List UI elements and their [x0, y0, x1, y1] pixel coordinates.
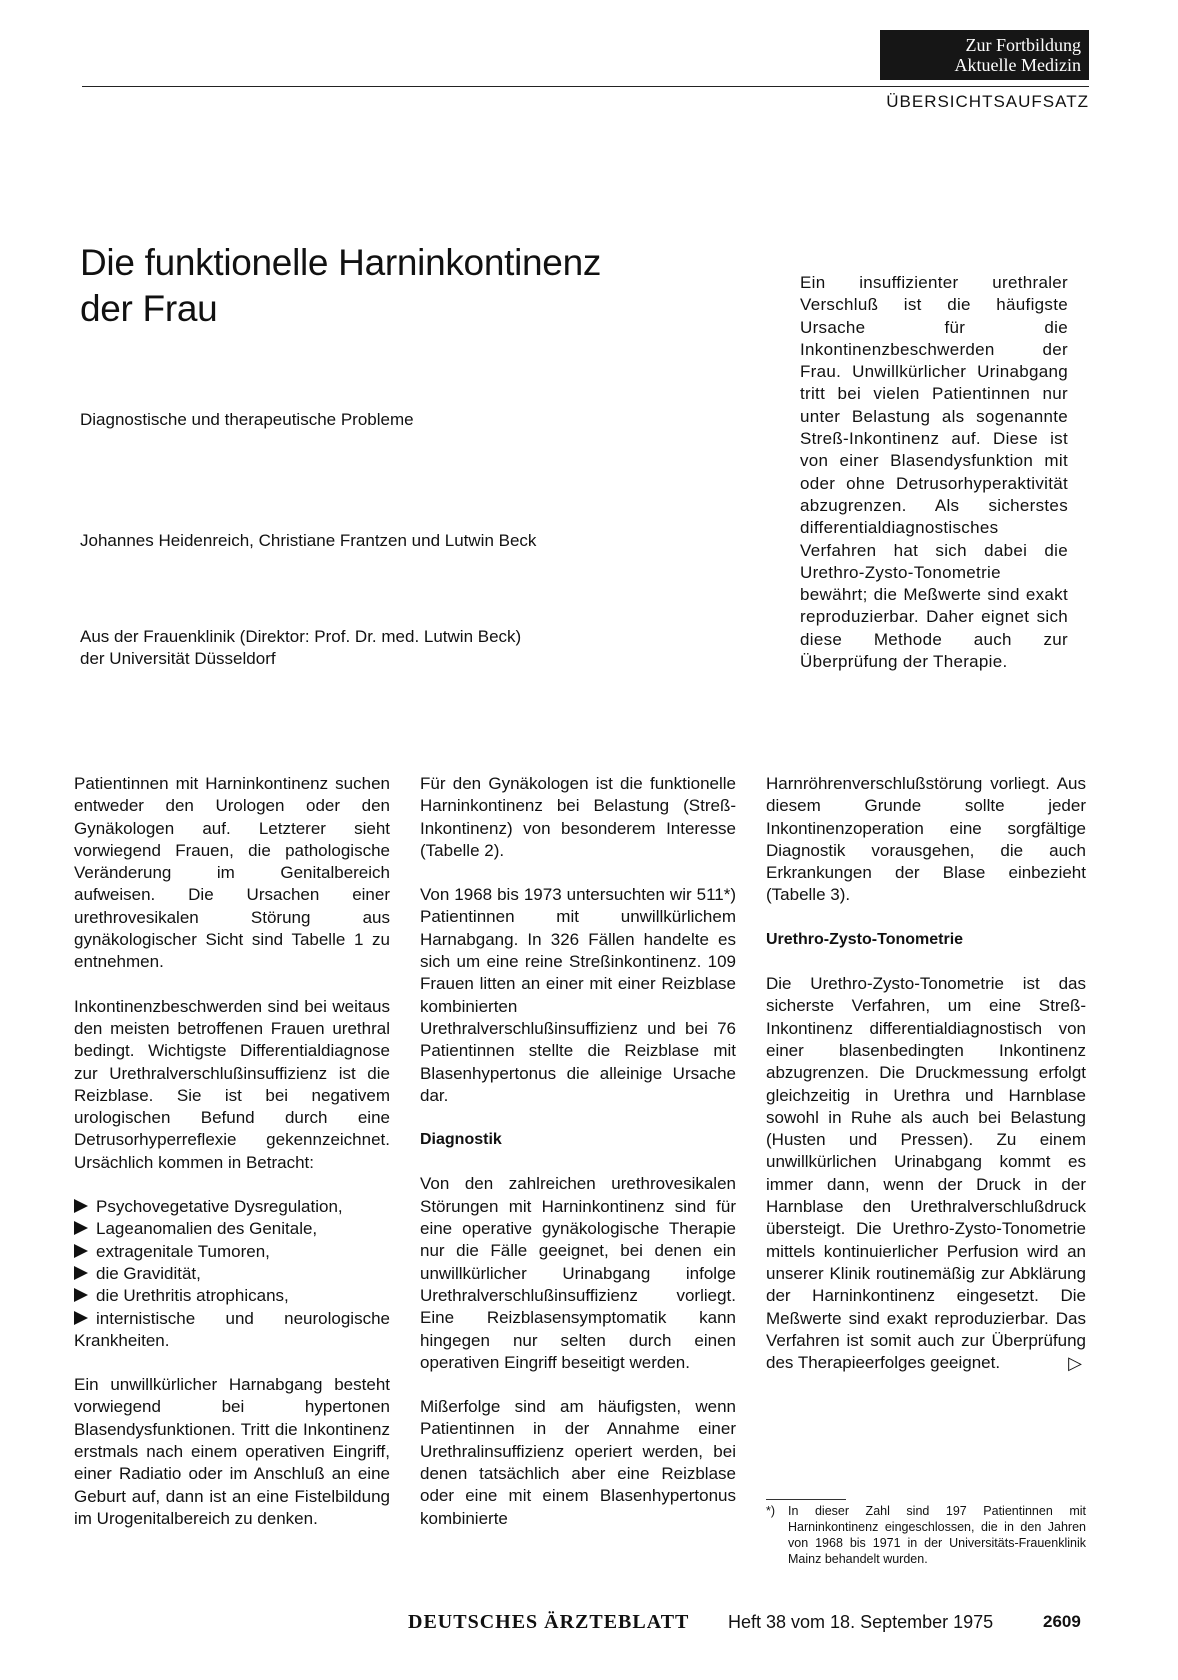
footnote — [766, 1503, 1086, 1567]
section-label: ÜBERSICHTSAUFSATZ — [886, 92, 1089, 111]
article-subtitle: Diagnostische und therapeutische Probleme — [80, 410, 414, 429]
badge-line-2: Aktuelle Medizin — [954, 55, 1081, 75]
list-item-text: die Gravidität, — [96, 1263, 201, 1283]
list-item — [74, 1196, 390, 1218]
paragraph: Inkontinenzbeschwerden sind bei weitaus den meisten betroffenen Frauen urethral bedingt. Wichtigste Differentialdiagnose zur Urethralverschlußinsuffizienz ist die Reizblase. Sie ist bei negativem urologischen Befund durch eine Detrusorhyperreflexie gekennzeichnet. Ursächlich kommen in Betracht: — [74, 996, 390, 1172]
triangle-bullet-icon — [74, 1311, 88, 1325]
paragraph — [766, 973, 1086, 1374]
list-item — [74, 1308, 390, 1353]
affiliation-line-1: Aus der Frauenklinik (Direktor: Prof. Dr. med. Lutwin Beck) — [80, 627, 522, 646]
triangle-bullet-icon — [74, 1266, 88, 1280]
title-line-1: Die funktionelle Harninkontinenz — [80, 242, 602, 283]
paragraph: Für den Gynäkologen ist die funktionelle Harninkontinenz bei Belastung (Streß-Inkontinenz) von besonderem Interesse (Tabelle 2). — [420, 774, 736, 860]
list-item-text: extragenitale Tumoren, — [96, 1241, 270, 1261]
page-number: 2609 — [1043, 1612, 1081, 1631]
section-heading-diagnostik: Diagnostik — [420, 1131, 502, 1149]
paragraph: Ein unwillkürlicher Harnabgang besteht vorwiegend bei hypertonen Blasendysfunktionen. Tritt die Inkontinenz erstmals nach einem operativen Eingriff, einer Radiatio oder im Anschluß an eine Geburt auf, dann ist an eine Fistelbildung im Urogenitalbereich zu denken. — [74, 1375, 390, 1528]
list-item — [74, 1218, 390, 1240]
title-line-2: der Frau — [80, 288, 218, 329]
abstract: Ein insuffizienter urethraler Verschluß ist die häufigste Ursache für die Inkontinenzbeschwerden der Frau. Unwillkürlicher Urinabgang tritt bei vielen Patientinnen nur unter Belastung als sogenannte Streß-Inkontinenz auf. Diese ist von einer Blasendysfunktion mit oder ohne Detrusorhyperaktivität abzugrenzen. Als sicherstes differentialdiagnostisches Verfahren hat sich dabei die Urethro-Zysto-Tonometrie bewährt; die Meßwerte sind exakt reproduzierbar. Daher eignet sich diese Methode auch zur Überprüfung der Therapie. — [800, 273, 1068, 672]
list-item-text: Lageanomalien des Genitale, — [96, 1219, 318, 1239]
section-badge — [880, 30, 1089, 80]
article-title — [80, 240, 760, 332]
continue-arrow-icon: ▷ — [1068, 1353, 1082, 1374]
triangle-bullet-icon — [74, 1288, 88, 1302]
list-item-text: Psychovegetative Dysregulation, — [96, 1197, 343, 1217]
article-authors: Johannes Heidenreich, Christiane Frantzen und Lutwin Beck — [80, 531, 537, 550]
journal-name: DEUTSCHES ÄRZTEBLATT — [408, 1611, 690, 1633]
triangle-bullet-icon — [74, 1221, 88, 1235]
paragraph-text: Die Urethro-Zysto-Tonometrie ist das sicherste Verfahren, um eine Streß-Inkontinenz differentialdiagnostisch von einer blasenbedingten Inkontinenz abzugrenzen. Die Druckmessung erfolgt gleichzeitig in Urethra und Harnblase sowohl in Ruhe als auch bei Belastung (Husten und Pressen). Zu einem unwillkürlichen Urinabgang kommt es immer dann, wenn der Druck in der Harnblase den Urethralverschlußdruck übersteigt. Die Urethro-Zysto-Tonometrie mittels kontinuierlicher Perfusion wird an unserer Klinik routinemäßig zur Abklärung der Harninkontinenz eingesetzt. Die Meßwerte sind exakt reproduzierbar. Das Verfahren ist somit auch zur Überprüfung des Therapieerfolges geeignet. — [766, 974, 1086, 1373]
section-heading-tonometrie: Urethro-Zysto-Tonometrie — [766, 930, 964, 948]
footnote-mark: *) — [766, 1504, 776, 1518]
affiliation-line-2: der Universität Düsseldorf — [80, 649, 276, 668]
body-column-1 — [74, 773, 390, 1552]
list-item-text: die Urethritis atrophicans, — [96, 1286, 289, 1306]
list-item — [74, 1263, 390, 1285]
header-rule — [82, 86, 1089, 87]
paragraph: Harnröhrenverschlußstörung vorliegt. Aus diesem Grunde sollte jeder Inkontinenzoperation eine sorgfältige Diagnostik vorausgehen, die auch Erkrankungen der Blase einbezieht (Tabelle 3). — [766, 774, 1086, 905]
article-affiliation — [80, 626, 740, 670]
cause-list — [74, 1196, 390, 1352]
body-column-3 — [766, 773, 1086, 1396]
triangle-bullet-icon — [74, 1244, 88, 1258]
issue-info: Heft 38 vom 18. September 1975 — [728, 1612, 994, 1632]
list-item-text: internistische und neurologische Krankheiten. — [74, 1308, 390, 1350]
footnote-rule — [766, 1499, 846, 1500]
paragraph: Patientinnen mit Harninkontinenz suchen entweder den Urologen oder den Gynäkologen auf. Letzterer sieht vorwiegend Frauen, die pathologische Veränderung im Genitalbereich aufweisen. Die Ursachen einer urethrovesikalen Störung aus gynäkologischer Sicht sind Tabelle 1 zu entnehmen. — [74, 774, 390, 972]
paragraph: Mißerfolge sind am häufigsten, wenn Patientinnen in der Annahme einer Urethralinsuffizienz operiert werden, bei denen tatsächlich aber eine Reizblase oder eine mit einem Blasenhypertonus kombinierte — [420, 1397, 736, 1528]
triangle-bullet-icon — [74, 1199, 88, 1213]
badge-line-1: Zur Fortbildung — [965, 35, 1081, 55]
list-item — [74, 1241, 390, 1263]
footnote-text: In dieser Zahl sind 197 Patientinnen mit Harninkontinenz eingeschlossen, die in den Jahren von 1968 bis 1971 in der Universitäts-Frauenklinik Mainz behandelt wurden. — [788, 1504, 1086, 1566]
list-item — [74, 1285, 390, 1307]
paragraph: Von 1968 bis 1973 untersuchten wir 511*) Patientinnen mit unwillkürlichem Harnabgang. In 326 Fällen handelte es sich um eine reine Streßinkontinenz. 109 Frauen litten an einer mit einer Reizblase kombinierten Urethralverschlußinsuffizienz und bei 76 Patientinnen stellte die Reizblase mit Blasenhypertonus die alleinige Ursache dar. — [420, 885, 736, 1105]
paragraph: Von den zahlreichen urethrovesikalen Störungen mit Harninkontinenz sind für eine operative gynäkologische Therapie nur die Fälle geeignet, bei denen ein unwillkürlicher Urinabgang infolge Urethralverschlußinsuffizienz vorliegt. Eine Reizblasensymptomatik kann hingegen nur selten durch einen operativen Eingriff beseitigt werden. — [420, 1174, 736, 1372]
body-column-2 — [420, 773, 736, 1552]
